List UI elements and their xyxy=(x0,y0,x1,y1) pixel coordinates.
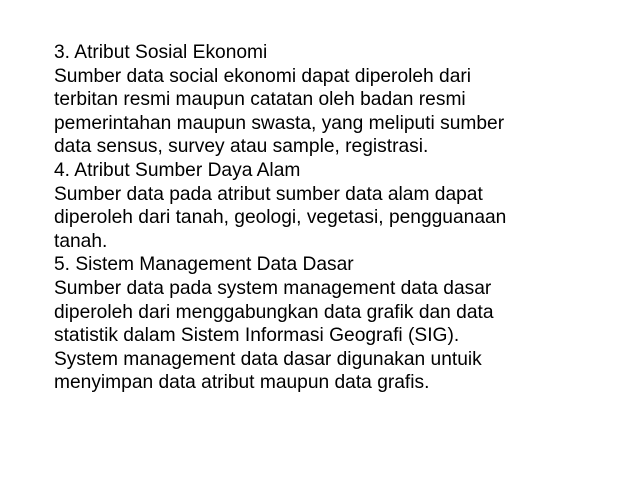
heading-sistem-management-data-dasar: 5. Sistem Management Data Dasar xyxy=(54,254,354,276)
text-line: System management data dasar digunakan untuik xyxy=(54,348,482,370)
text-line: diperoleh dari menggabungkan data grafik dan data xyxy=(54,301,494,323)
text-line: terbitan resmi maupun catatan oleh badan resmi xyxy=(54,89,466,111)
heading-atribut-sumber-daya-alam: 4. Atribut Sumber Daya Alam xyxy=(54,159,301,181)
text-line: statistik dalam Sistem Informasi Geografi (SIG). xyxy=(54,325,460,347)
text-line: menyimpan data atribut maupun data grafis. xyxy=(54,372,430,394)
text-line: Sumber data pada system management data dasar xyxy=(54,277,492,299)
text-line: Sumber data pada atribut sumber data alam dapat xyxy=(54,183,483,205)
text-line: Sumber data social ekonomi dapat diperoleh dari xyxy=(54,65,472,87)
heading-atribut-sosial-ekonomi: 3. Atribut Sosial Ekonomi xyxy=(54,42,268,63)
text-line: pemerintahan maupun swasta, yang meliputi sumber xyxy=(54,112,505,134)
slide-text-body xyxy=(54,41,634,395)
text-line: data sensus, survey atau sample, registrasi. xyxy=(54,136,429,158)
text-line: diperoleh dari tanah, geologi, vegetasi, pengguanaan xyxy=(54,207,507,229)
text-line: tanah. xyxy=(54,230,108,252)
